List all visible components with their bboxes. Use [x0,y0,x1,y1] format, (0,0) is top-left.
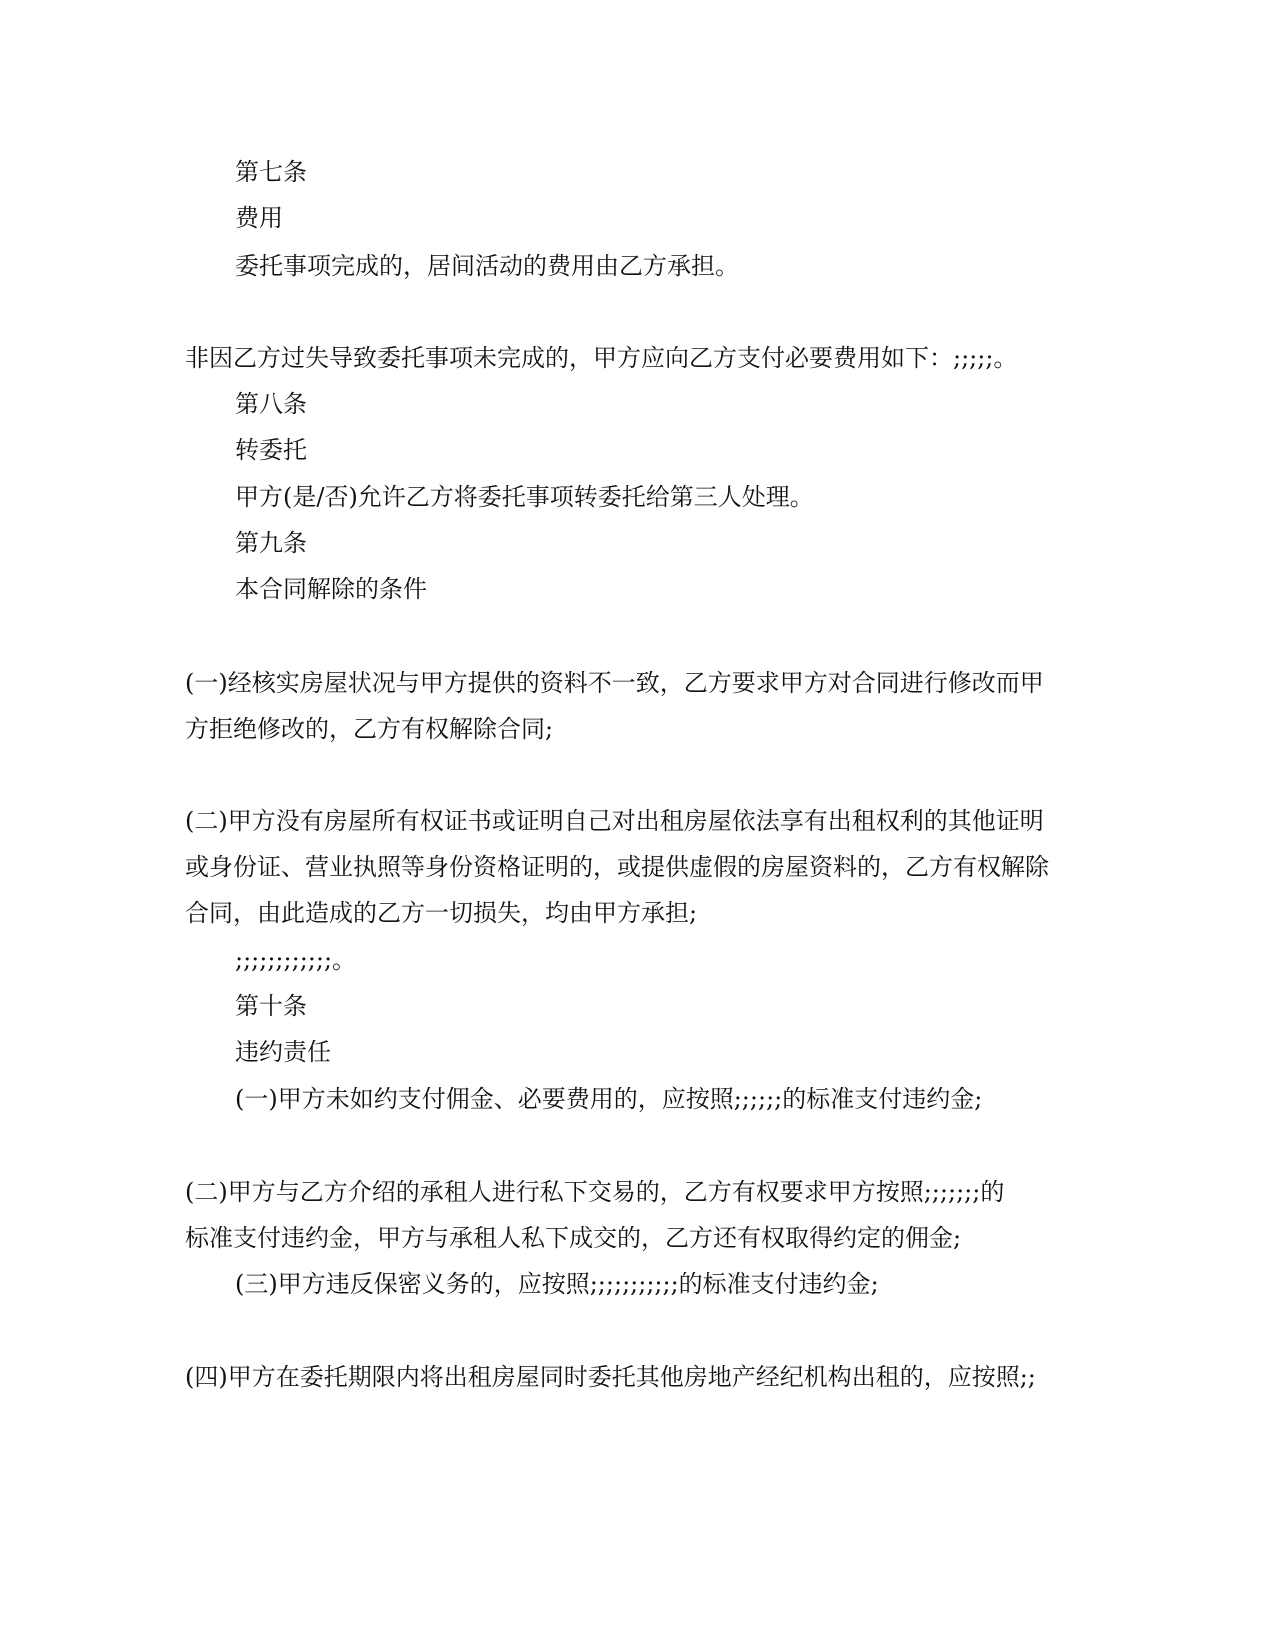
paragraph-text: ;;;;;;;;;;;;。 [235,946,357,974]
paragraph-text: 或身份证、营业执照等身份资格证明的，或提供虚假的房屋资料的，乙方有权解除 [185,853,1049,881]
article-9-title: 本合同解除的条件 [235,575,427,603]
paragraph-text: 标准支付违约金，甲方与承租人私下成交的，乙方还有权取得约定的佣金; [185,1224,962,1252]
paragraph-text: (四)甲方在委托期限内将出租房屋同时委托其他房地产经纪机构出租的，应按照;; [185,1363,1036,1391]
paragraph-text: 委托事项完成的，居间活动的费用由乙方承担。 [235,252,739,280]
article-10-title: 违约责任 [235,1038,331,1066]
article-8-heading: 第八条 [235,390,307,418]
paragraph-text: 非因乙方过失导致委托事项未完成的，甲方应向乙方支付必要费用如下：;;;;;。 [185,344,1018,372]
paragraph-text: (二)甲方与乙方介绍的承租人进行私下交易的，乙方有权要求甲方按照;;;;;;;的 [185,1178,1005,1206]
paragraph-text: (一)甲方未如约支付佣金、必要费用的，应按照;;;;;;的标准支付违约金; [235,1085,983,1113]
paragraph-text: (二)甲方没有房屋所有权证书或证明自己对出租房屋依法享有出租权利的其他证明 [185,807,1044,835]
paragraph-text: (一)经核实房屋状况与甲方提供的资料不一致，乙方要求甲方对合同进行修改而甲 [185,669,1044,697]
article-9-heading: 第九条 [235,529,307,557]
article-7-heading: 第七条 [235,158,307,186]
paragraph-text: 方拒绝修改的，乙方有权解除合同; [185,715,554,743]
article-8-title: 转委托 [235,436,307,464]
article-10-heading: 第十条 [235,992,307,1020]
paragraph-text: 甲方(是/否)允许乙方将委托事项转委托给第三人处理。 [235,483,814,511]
paragraph-text: (三)甲方违反保密义务的，应按照;;;;;;;;;;;的标准支付违约金; [235,1270,879,1298]
paragraph-text: 合同，由此造成的乙方一切损失，均由甲方承担; [185,899,698,927]
article-7-title: 费用 [235,204,283,232]
